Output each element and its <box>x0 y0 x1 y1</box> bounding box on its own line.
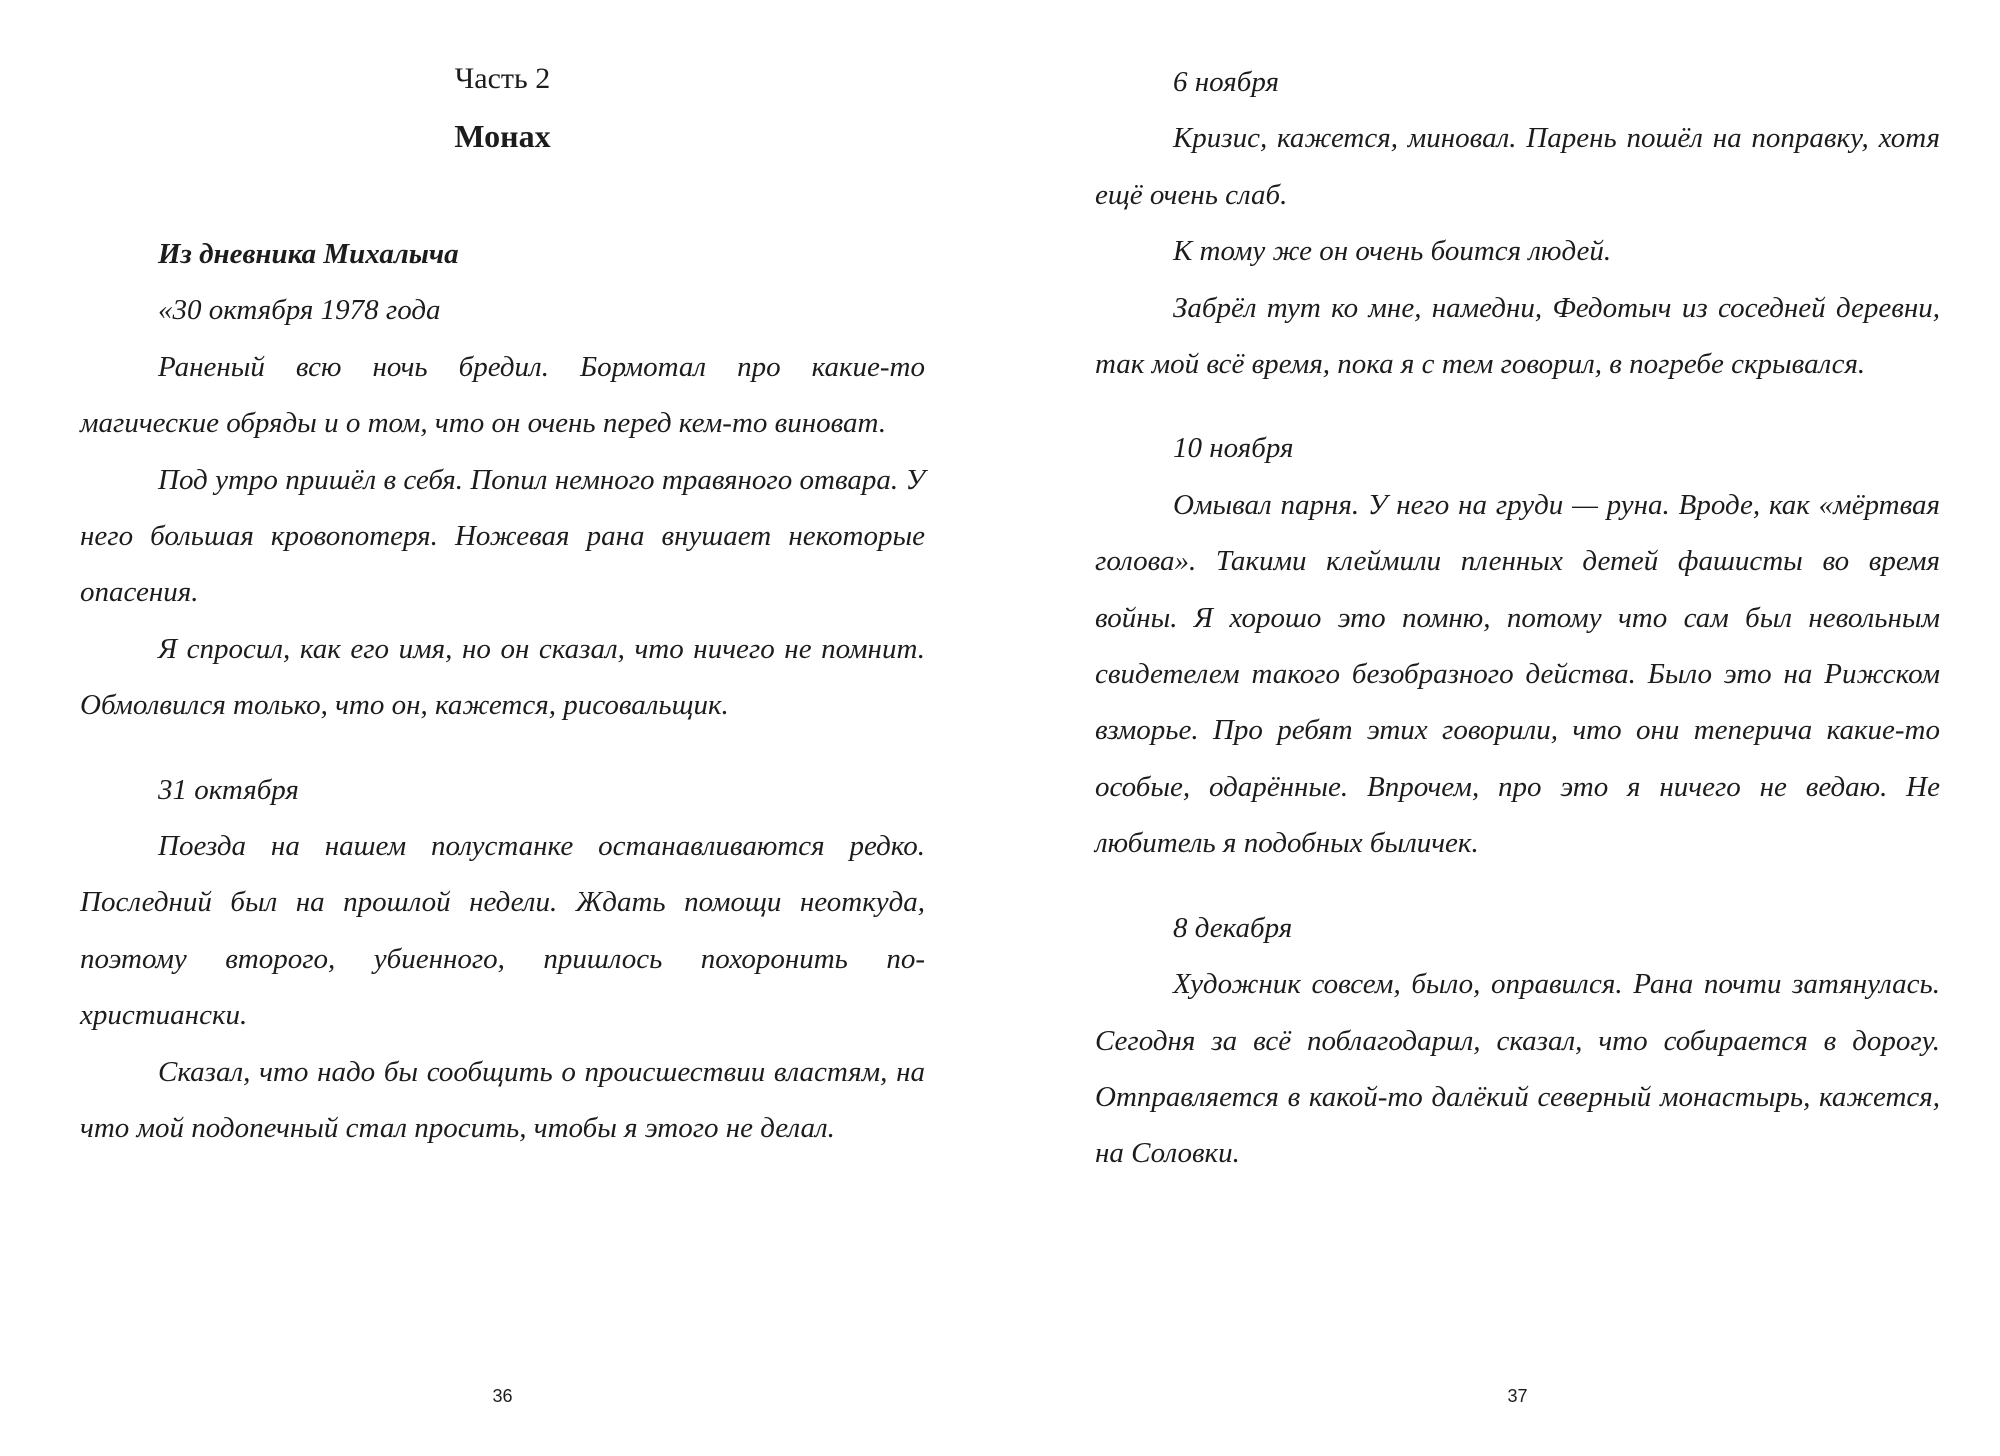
entry-date: «30 октября 1978 года <box>158 294 441 327</box>
entry-spacer <box>1095 872 1940 900</box>
paragraph: Кризис, кажется, миновал. Парень пошёл на поправку, хотя ещё очень слаб. <box>1095 122 1940 211</box>
entry-date: 10 ноября <box>1173 432 1294 465</box>
right-page <box>1095 0 1940 1456</box>
left-page-body <box>80 226 925 1157</box>
left-page <box>80 0 925 1456</box>
right-page-body <box>1095 54 1940 1182</box>
paragraph: Поезда на нашем полустанке останавливаются редко. Последний был на прошлой недели. Ждать помощи неоткуда, поэтому второго, убиенного, пришлось похоронить по-христиански. <box>80 830 925 1032</box>
entry-spacer <box>80 734 925 762</box>
paragraph: Омывал парня. У него на груди — руна. Вроде, как «мёртвая голова». Такими клеймили пленных детей фашисты во время войны. Я хорошо это помню, потому что сам был невольным свидетелем такого безобразного действа. Было это на Рижском взморье. Про ребят этих говорили, что они теперича какие-то особые, одарённые. Впрочем, про это я ничего не ведаю. Не любитель я подобных быличек. <box>1095 488 1940 860</box>
paragraph: Раненый всю ночь бредил. Бормотал про какие-то магические обряды и о том, что он очень перед кем-то виноват. <box>80 350 925 440</box>
chapter-title: Монах <box>454 118 551 154</box>
entry-date: 6 ноября <box>1173 66 1279 98</box>
page-number: 37 <box>1507 1386 1528 1406</box>
entry-date: 31 октября <box>158 773 299 806</box>
paragraph: К тому же он очень боится людей. <box>1173 235 1612 268</box>
diary-heading: Из дневника Михалыча <box>158 238 459 270</box>
page-number: 36 <box>492 1386 513 1406</box>
paragraph: Я спросил, как его имя, но он сказал, что ничего не помнит. Обмолвился только, что он, кажется, рисовальщик. <box>80 632 925 722</box>
part-title: Часть 2 <box>454 62 551 95</box>
entry-date: 8 декабря <box>1173 911 1293 944</box>
paragraph: Забрёл тут ко мне, намедни, Федотыч из соседней деревни, так мой всё время, пока я с тем говорил, в погребе скрывался. <box>1095 291 1940 381</box>
paragraph: Сказал, что надо бы сообщить о происшествии властям, на что мой подопечный стал просить, чтобы я этого не делал. <box>80 1055 925 1145</box>
paragraph: Художник совсем, было, оправился. Рана почти затянулась. Сегодня за всё поблагодарил, сказал, что собирается в дорогу. Отправляется в какой-то далёкий северный монастырь, кажется, на Соловки. <box>1095 968 1940 1170</box>
entry-spacer <box>1095 392 1940 420</box>
paragraph: Под утро пришёл в себя. Попил немного травяного отвара. У него большая кровопотеря. Ножевая рана внушает некоторые опасения. <box>80 463 925 609</box>
